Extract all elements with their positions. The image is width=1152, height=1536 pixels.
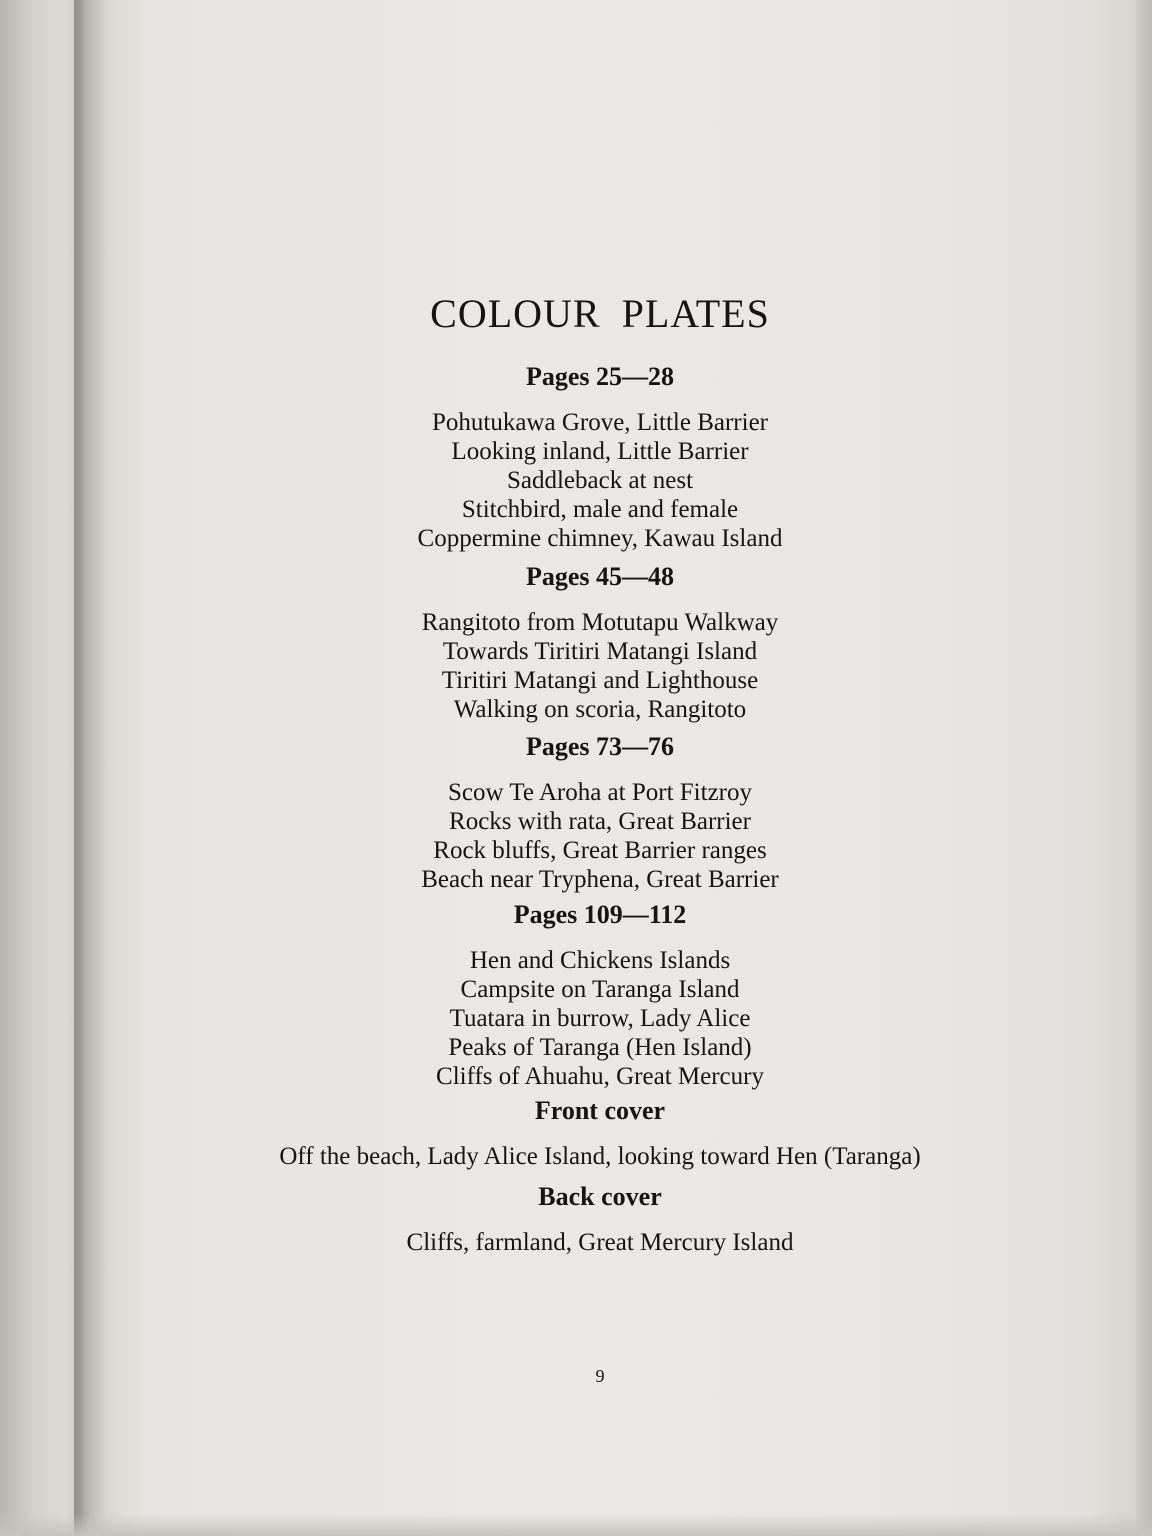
- section-heading: Back cover: [538, 1182, 662, 1211]
- section-heading: Pages 45—48: [525, 562, 675, 591]
- plate-item: Rock bluffs, Great Barrier ranges: [433, 837, 767, 864]
- plate-item: Cliffs, farmland, Great Mercury Island: [406, 1229, 794, 1256]
- page-number: 9: [595, 1366, 605, 1386]
- plate-item: Cliffs of Ahuahu, Great Mercury: [436, 1063, 764, 1090]
- plate-item: Campsite on Taranga Island: [460, 976, 740, 1003]
- section-heading: Pages 25—28: [525, 362, 675, 391]
- plate-item: Stitchbird, male and female: [461, 496, 739, 523]
- plate-item: Towards Tiritiri Matangi Island: [442, 638, 758, 665]
- plate-item: Saddleback at nest: [506, 467, 694, 494]
- section-pages-109-112: [82, 898, 1118, 1091]
- plate-item: Beach near Tryphena, Great Barrier: [421, 866, 779, 893]
- section-pages-73-76: [82, 730, 1118, 894]
- plate-item: Scow Te Aroha at Port Fitzroy: [447, 779, 752, 806]
- plate-item: Off the beach, Lady Alice Island, looking toward Hen (Taranga): [279, 1143, 921, 1170]
- plate-item: Peaks of Taranga (Hen Island): [448, 1034, 752, 1061]
- plate-list: [82, 1142, 1118, 1171]
- plate-list: [82, 608, 1118, 724]
- plate-item: Pohutukawa Grove, Little Barrier: [431, 409, 768, 436]
- plate-item: Rocks with rata, Great Barrier: [449, 808, 751, 835]
- plate-list: [82, 408, 1118, 553]
- plate-item: Tuatara in burrow, Lady Alice: [449, 1005, 751, 1032]
- previous-page-edge: [0, 0, 82, 1536]
- plate-item: Rangitoto from Motutapu Walkway: [421, 609, 779, 636]
- plate-list: [82, 946, 1118, 1091]
- section-heading: Pages 109—112: [513, 900, 687, 929]
- plate-item: Hen and Chickens Islands: [469, 947, 731, 974]
- plate-item: Walking on scoria, Rangitoto: [453, 696, 747, 723]
- plate-list: [82, 1228, 1118, 1257]
- plate-item: Looking inland, Little Barrier: [451, 438, 749, 465]
- plate-item: Tiritiri Matangi and Lighthouse: [441, 667, 759, 694]
- page-title: COLOUR PLATES: [430, 291, 770, 336]
- section-back-cover: [82, 1180, 1118, 1257]
- section-pages-45-48: [82, 560, 1118, 724]
- section-heading: Front cover: [534, 1096, 666, 1125]
- section-pages-25-28: [82, 360, 1118, 553]
- right-page-edge: [1136, 0, 1152, 1536]
- section-front-cover: [82, 1094, 1118, 1171]
- plate-list: [82, 778, 1118, 894]
- bottom-page-edge: [0, 1514, 1152, 1536]
- plate-item: Coppermine chimney, Kawau Island: [417, 525, 783, 552]
- section-heading: Pages 73—76: [525, 732, 675, 761]
